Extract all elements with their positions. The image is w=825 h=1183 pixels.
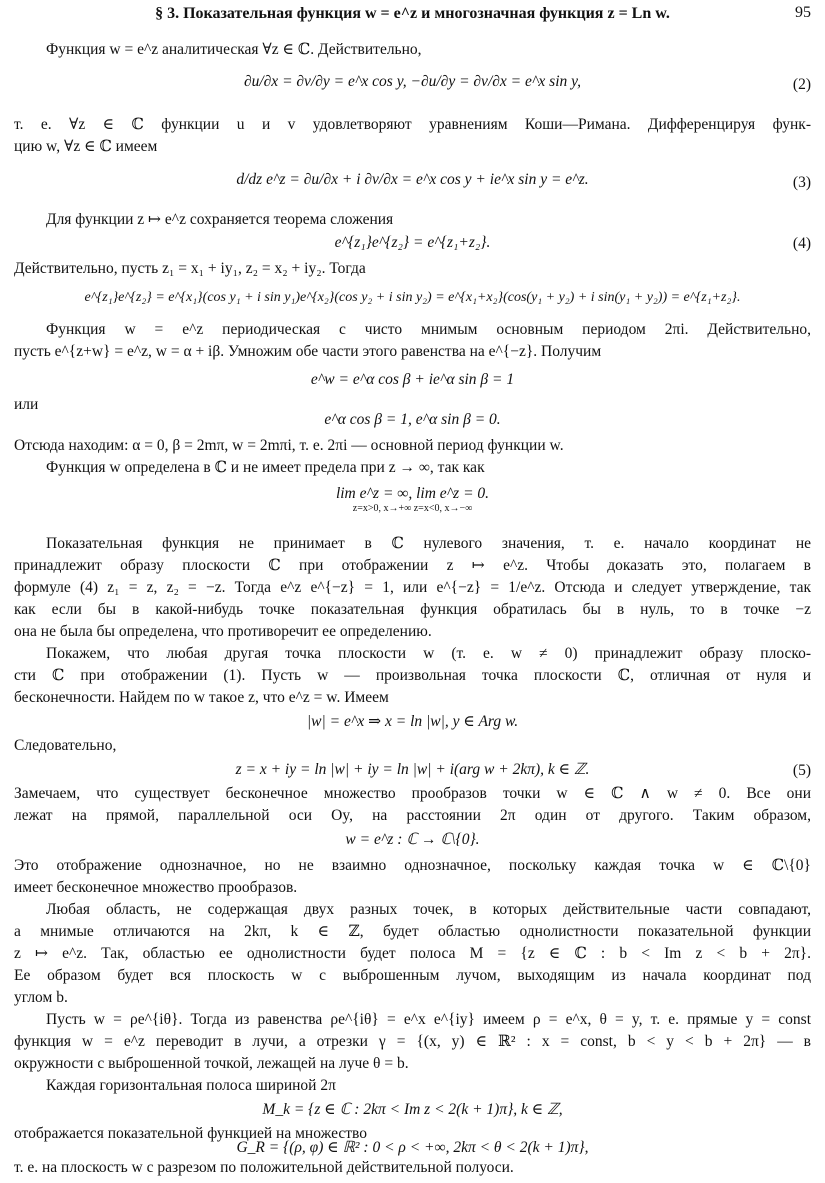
equation: G_R = {(ρ, φ) ∈ ℝ² : 0 < ρ < +∞, 2kπ < θ < 2(k + 1)π}, [236,1139,589,1156]
text-line: функция w = e^z переводит в лучи, а отрезки γ = {(x, y) ∈ ℝ² : x = const, b < y < b + 2π} — в [14,1033,811,1050]
equation: |w| = e^x ⇒ x = ln |w|, y ∈ Arg w. [306,713,519,730]
text-line: Ее образом будет вся плоскость w с выброшенным лучом, выходящим из начала координат под [14,967,811,984]
text-line: сти ℂ при отображении (1). Пусть w — произвольная точка плоскости ℂ, отличная от нуля и [14,667,811,684]
text-line: Функция w определена в ℂ и не имеет предела при z → ∞, так как [46,459,485,476]
text-line: Пусть w = ρe^{iθ}. Тогда из равенства ρe^{iθ} = e^x e^{iy} имеем ρ = e^x, θ = y, т. е. прямые y = const [46,1011,811,1028]
section-header: § 3. Показательная функция w = e^z и многозначная функция z = Ln w. [155,5,670,22]
text-line: Функция w = e^z аналитическая ∀z ∈ ℂ. Действительно, [46,41,422,58]
text-line: Это отображение однозначное, но не взаимно однозначное, поскольку каждая точка w ∈ ℂ\{0} [14,857,811,874]
text-line: углом b. [14,989,68,1006]
text-line: бесконечности. Найдем по w такое z, что e^z = w. Имеем [14,689,389,706]
text-line: Для функции z ↦ e^z сохраняется теорема сложения [46,211,394,228]
text-line: окружности с выброшенной точкой, лежащей на луче θ = b. [14,1055,409,1072]
page-number: 95 [795,4,811,21]
equation: w = e^z : ℂ → ℂ\{0}. [345,831,480,848]
limit-subscripts: z=x>0, x→+∞ z=x<0, x→−∞ [352,503,473,514]
text-line: Замечаем, что существует бесконечное множество прообразов точки w ∈ ℂ ∧ w ≠ 0. Все они [14,785,811,802]
text-line: Функция w = e^z периодическая с чисто мнимым основным периодом 2πi. Действительно, [46,321,811,338]
text-line: лежат на прямой, параллельной оси Oy, на расстоянии 2π один от другого. Таким образом, [14,807,811,824]
text-line: т. е. на плоскость w с разрезом по положительной действительной полуоси. [14,1159,514,1176]
text-line: Следовательно, [14,737,117,754]
equation: e^α cos β = 1, e^α sin β = 0. [324,411,501,428]
equation-number: (2) [792,76,811,93]
text-line: z ↦ e^z. Так, областью ее однолистности будет полоса M = {z ∈ ℂ : b < Im z < b + 2π}. [14,945,811,962]
text-line: формуле (4) z₁ = z, z₂ = −z. Тогда e^z e^{−z} = 1, или e^{−z} = 1/e^z. Отсюда и следует утверждение, так [14,579,811,596]
text-line: Действительно, пусть z₁ = x₁ + iy₁, z₂ = x₂ + iy₂. Тогда [14,260,366,277]
text-line: Отсюда находим: α = 0, β = 2mπ, w = 2mπi, т. е. 2πi — основной период функции w. [14,437,564,454]
equation-number: (4) [792,235,811,252]
text-line: Покажем, что любая другая точка плоскости w (т. е. w ≠ 0) принадлежит образу плоско- [46,645,811,662]
equation: ∂u/∂x = ∂v/∂y = e^x cos y, −∂u/∂y = ∂v/∂x = e^x sin y, [243,73,582,90]
text-line: или [14,396,39,413]
equation: e^{z₁}e^{z₂} = e^{z₁+z₂}. [334,234,491,251]
text-line: принадлежит образу плоскости ℂ при отображении z ↦ e^z. Чтобы доказать это, полагаем в [14,557,811,574]
equation: M_k = {z ∈ ℂ : 2kπ < Im z < 2(k + 1)π}, k ∈ ℤ, [262,1101,563,1118]
equation-number: (3) [792,174,811,191]
equation: d/dz e^z = ∂u/∂x + i ∂v/∂x = e^x cos y + ie^x sin y = e^z. [236,171,589,188]
text-line: пусть e^{z+w} = e^z, w = α + iβ. Умножим обе части этого равенства на e^{−z}. Получим [14,343,602,360]
text-line: цию w, ∀z ∈ ℂ имеем [14,138,158,155]
text-line: отображается показательной функцией на множество [14,1125,367,1142]
text-line: т. е. ∀z ∈ ℂ функции u и v удовлетворяют уравнениям Коши—Римана. Дифференцируя функ- [14,116,811,133]
text-line: Каждая горизонтальная полоса шириной 2π [46,1077,336,1094]
text-line: она не была бы определена, что противоречит ее определению. [14,623,432,640]
equation-number: (5) [792,762,811,779]
equation: z = x + iy = ln |w| + iy = ln |w| + i(arg w + 2kπ), k ∈ ℤ. [235,761,590,778]
equation: lim e^z = ∞, lim e^z = 0. [335,485,490,502]
text-line: Любая область, не содержащая двух разных точек, в которых действительные части совпадают, [46,901,811,918]
text-line: а мнимые отличаются на 2kπ, k ∈ ℤ, будет областью однолистности показательной функции [14,923,811,940]
text-line: имеет бесконечное множество прообразов. [14,879,298,896]
equation: e^w = e^α cos β + ie^α sin β = 1 [310,371,515,388]
text-line: как если бы в какой-нибудь точке показательная функция обратилась бы в нуль, то в точке −z [14,601,811,618]
text-line: Показательная функция не принимает в ℂ нулевого значения, т. е. начало координат не [46,535,811,552]
equation: e^{z₁}e^{z₂} = e^{x₁}(cos y₁ + i sin y₁)e^{x₂}(cos y₂ + i sin y₂) = e^{x₁+x₂}(cos(y₁ + y₂) + i sin(y₁ + y₂)) = e^{z₁+z₂}. [84,290,741,305]
